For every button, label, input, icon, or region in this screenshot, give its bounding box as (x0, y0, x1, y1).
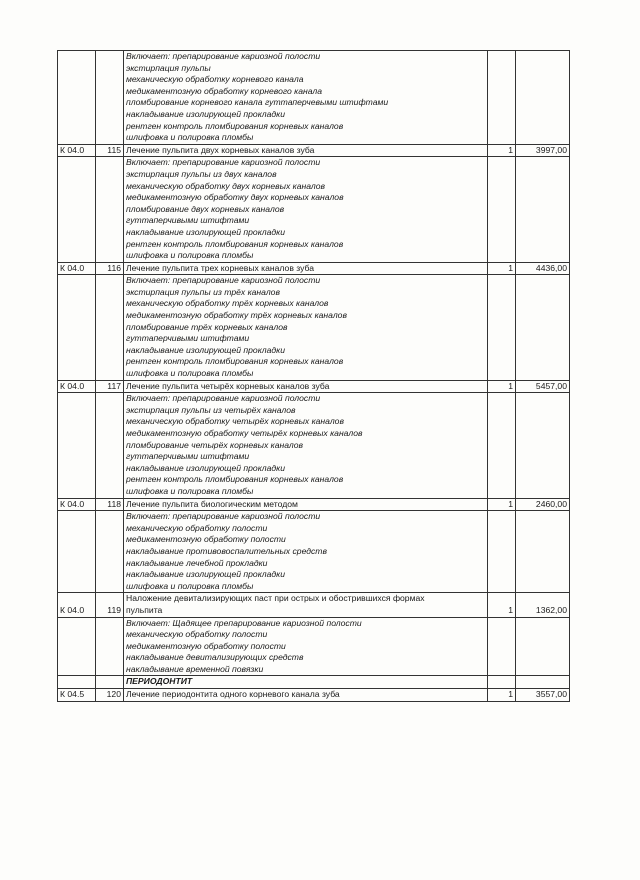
icd-code: К 04.0 (58, 380, 96, 393)
service-name: Лечение пульпита двух корневых каналов зуба (124, 144, 488, 157)
includes-line: гуттаперчивыми штифтами (126, 215, 250, 226)
includes-line: Включает: препарирование кариозной полости (126, 51, 321, 61)
price-cell-empty (516, 393, 570, 498)
includes-line: механическую обработку полости (126, 629, 268, 640)
includes-line: Включает: препарирование кариозной полости (126, 157, 321, 168)
num-cell-empty (96, 51, 124, 145)
includes-line: накладывание лечебной прокладки (126, 557, 268, 568)
qty-cell-empty (488, 676, 516, 689)
quantity: 1 (488, 144, 516, 157)
qty-cell-empty (488, 275, 516, 380)
section-heading: ПЕРИОДОНТИТ (124, 676, 488, 689)
service-name-line: пульпита (126, 604, 163, 615)
service-name: Лечение периодонтита одного корневого канала зуба (124, 689, 488, 702)
includes-line: медикаментозную обработку корневого канала (126, 85, 323, 96)
service-name: Лечение пульпита четырёх корневых каналов зуба (124, 380, 488, 393)
includes-line: медикаментозную обработку двух корневых каналов (126, 192, 344, 203)
includes-line: шлифовка и полировка пломбы (126, 580, 254, 591)
includes-line: медикаментозную обработку трёх корневых каналов (126, 310, 347, 321)
includes-line: механическую обработку корневого канала (126, 74, 304, 85)
includes-line: Включает: препарирование кариозной полости (126, 275, 321, 286)
quantity: 1 (488, 498, 516, 511)
price-cell-empty (516, 51, 570, 145)
price: 2460,00 (516, 498, 570, 511)
price-list-body (58, 51, 570, 702)
includes-text (124, 393, 488, 498)
price: 3997,00 (516, 144, 570, 157)
code-cell-empty (58, 393, 96, 498)
item-number: 116 (96, 262, 124, 275)
service-row (58, 262, 570, 275)
includes-text (124, 511, 488, 593)
quantity: 1 (488, 593, 516, 617)
price-cell-empty (516, 275, 570, 380)
item-number: 118 (96, 498, 124, 511)
price-cell-empty (516, 157, 570, 262)
section-row (58, 676, 570, 689)
includes-line: рентген контроль пломбирования корневых каналов (126, 474, 344, 485)
icd-code: К 04.0 (58, 593, 96, 617)
price-cell-empty (516, 617, 570, 676)
service-row (58, 689, 570, 702)
includes-line: накладывание временной повязки (126, 663, 264, 674)
num-cell-empty (96, 393, 124, 498)
num-cell-empty (96, 676, 124, 689)
includes-row (58, 393, 570, 498)
includes-row (58, 51, 570, 145)
includes-line: медикаментозную обработку полости (126, 534, 286, 545)
quantity: 1 (488, 262, 516, 275)
includes-text (124, 157, 488, 262)
service-name-line: Наложение девитализирующих паст при острых и обострившихся формах (126, 593, 425, 604)
includes-line: Включает: Щадящее препарирование кариозной полости (126, 617, 362, 628)
includes-line: накладывание девитализирующих средств (126, 652, 304, 663)
includes-row (58, 511, 570, 593)
includes-line: рентген контроль пломбирования корневых каналов (126, 238, 344, 249)
includes-line: гуттаперчивыми штифтами (126, 451, 250, 462)
qty-cell-empty (488, 511, 516, 593)
code-cell-empty (58, 676, 96, 689)
service-name (124, 593, 488, 617)
service-name: Лечение пульпита трех корневых каналов зуба (124, 262, 488, 275)
includes-line: медикаментозную обработку полости (126, 640, 286, 651)
includes-line: пломбирование четырёх корневых каналов (126, 439, 304, 450)
price: 4436,00 (516, 262, 570, 275)
price-cell-empty (516, 676, 570, 689)
includes-line: накладывание изолирующей прокладки (126, 569, 285, 580)
includes-line: рентген контроль пломбирования корневых каналов (126, 356, 344, 367)
num-cell-empty (96, 511, 124, 593)
num-cell-empty (96, 275, 124, 380)
includes-line: шлифовка и полировка пломбы (126, 132, 254, 143)
qty-cell-empty (488, 617, 516, 676)
icd-code: К 04.0 (58, 498, 96, 511)
code-cell-empty (58, 157, 96, 262)
num-cell-empty (96, 157, 124, 262)
includes-line: пломбирование трёх корневых каналов (126, 321, 288, 332)
price: 5457,00 (516, 380, 570, 393)
price-cell-empty (516, 511, 570, 593)
includes-text (124, 617, 488, 676)
quantity: 1 (488, 689, 516, 702)
includes-line: накладывание изолирующей прокладки (126, 344, 285, 355)
price: 3557,00 (516, 689, 570, 702)
includes-line: экстирпация пульпы (126, 62, 211, 73)
includes-line: экстирпация пульпы из двух каналов (126, 168, 277, 179)
includes-line: Включает: препарирование кариозной полости (126, 511, 321, 522)
item-number: 115 (96, 144, 124, 157)
includes-line: шлифовка и полировка пломбы (126, 250, 254, 261)
includes-line: механическую обработку полости (126, 522, 268, 533)
code-cell-empty (58, 511, 96, 593)
service-row (58, 498, 570, 511)
num-cell-empty (96, 617, 124, 676)
includes-line: гуттаперчивыми штифтами (126, 333, 250, 344)
item-number: 120 (96, 689, 124, 702)
includes-line: рентген контроль пломбирования корневых каналов (126, 120, 344, 131)
service-row (58, 593, 570, 617)
price-list-table (57, 50, 570, 702)
qty-cell-empty (488, 393, 516, 498)
includes-line: накладывание изолирующей прокладки (126, 108, 285, 119)
service-name: Лечение пульпита биологическим методом (124, 498, 488, 511)
includes-row (58, 617, 570, 676)
includes-text (124, 275, 488, 380)
service-row (58, 144, 570, 157)
price: 1362,00 (516, 593, 570, 617)
includes-line: шлифовка и полировка пломбы (126, 485, 254, 496)
includes-text (124, 51, 488, 145)
code-cell-empty (58, 617, 96, 676)
includes-row (58, 157, 570, 262)
qty-cell-empty (488, 51, 516, 145)
includes-line: накладывание изолирующей прокладки (126, 226, 285, 237)
service-row (58, 380, 570, 393)
item-number: 117 (96, 380, 124, 393)
code-cell-empty (58, 275, 96, 380)
includes-line: экстирпация пульпы из трёх каналов (126, 286, 280, 297)
icd-code: К 04.0 (58, 262, 96, 275)
icd-code: К 04.5 (58, 689, 96, 702)
includes-line: Включает: препарирование кариозной полости (126, 393, 321, 404)
includes-line: механическую обработку двух корневых каналов (126, 180, 326, 191)
icd-code: К 04.0 (58, 144, 96, 157)
qty-cell-empty (488, 157, 516, 262)
includes-line: медикаментозную обработку четырёх корневых каналов (126, 428, 363, 438)
includes-line: экстирпация пульпы из четырёх каналов (126, 404, 296, 415)
code-cell-empty (58, 51, 96, 145)
includes-line: механическую обработку четырёх корневых каналов (126, 416, 344, 427)
includes-line: механическую обработку трёх корневых каналов (126, 298, 329, 309)
includes-row (58, 275, 570, 380)
includes-line: пломбирование двух корневых каналов (126, 203, 285, 214)
quantity: 1 (488, 380, 516, 393)
includes-line: накладывание противовоспалительных средств (126, 545, 327, 556)
includes-line: пломбирование корневого канала гуттаперчевыми штифтами (126, 97, 389, 108)
includes-line: шлифовка и полировка пломбы (126, 368, 254, 379)
includes-line: накладывание изолирующей прокладки (126, 462, 285, 473)
item-number: 119 (96, 593, 124, 617)
